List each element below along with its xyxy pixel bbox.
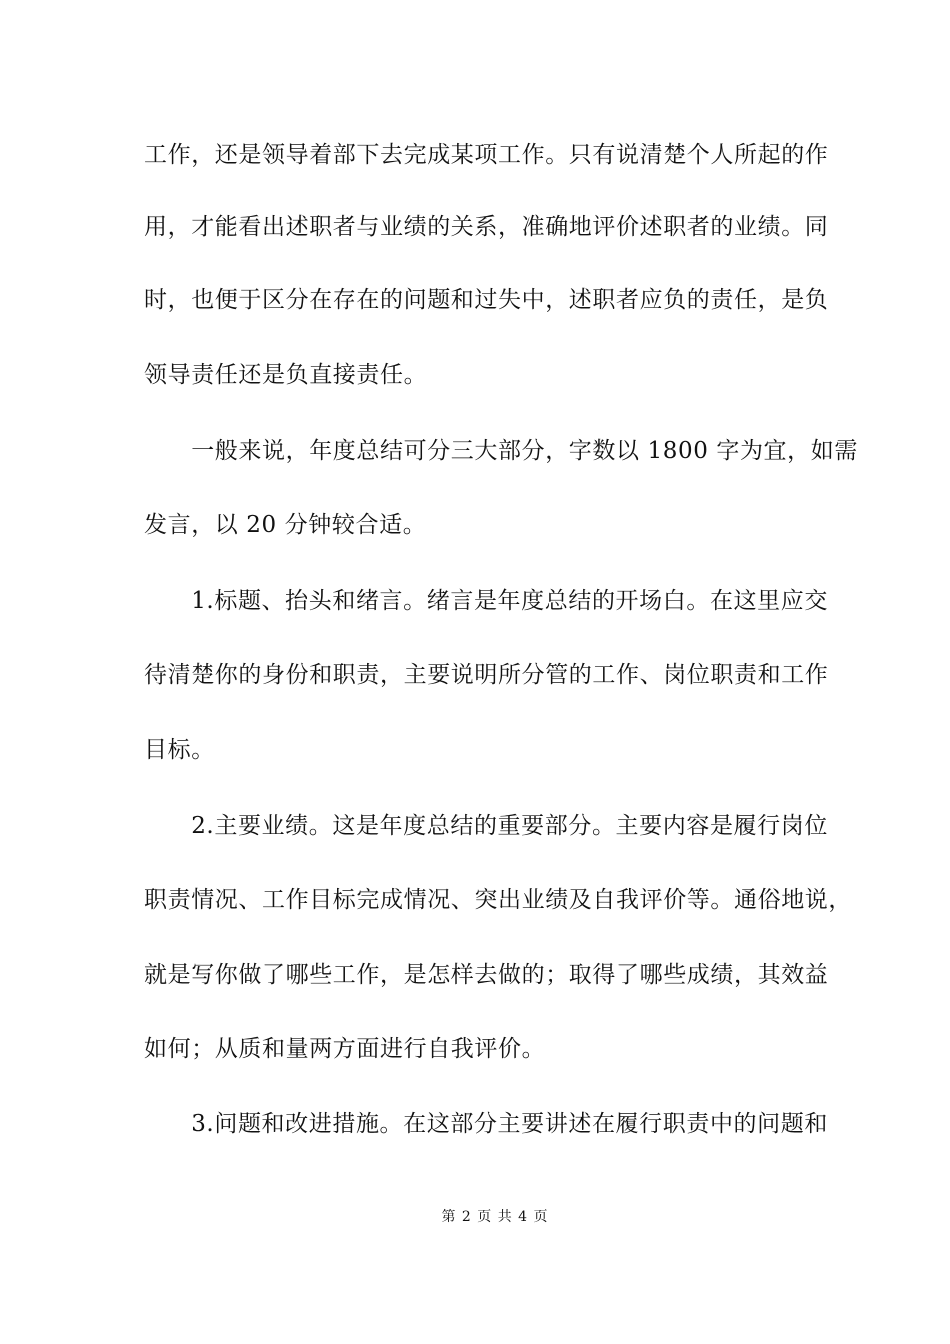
text-line-4: 领导责任还是负直接责任。 (144, 362, 428, 388)
text-line-12: 就是写你做了哪些工作，是怎样去做的；取得了哪些成绩，其效益 (144, 962, 829, 988)
text-line-14: 3.问题和改进措施。在这部分主要讲述在履行职责中的问题和 (144, 1111, 828, 1137)
text-line-13: 如何；从质和量两方面进行自我评价。 (144, 1036, 546, 1062)
text-line-8: 待清楚你的身份和职责，主要说明所分管的工作、岗位职责和工作 (144, 662, 829, 688)
page-number-footer: 第 2 页 共 4 页 (441, 1209, 549, 1225)
text-line-2: 用，才能看出述职者与业绩的关系，准确地评价述职者的业绩。同 (144, 214, 829, 240)
text-line-10: 2.主要业绩。这是年度总结的重要部分。主要内容是履行岗位 (144, 813, 828, 839)
text-line-9: 目标。 (144, 737, 215, 763)
text-line-11: 职责情况、工作目标完成情况、突出业绩及自我评价等。通俗地说， (144, 887, 852, 913)
text-line-6: 发言，以 20 分钟较合适。 (144, 512, 427, 538)
text-line-3: 时，也便于区分在存在的问题和过失中，述职者应负的责任，是负 (144, 287, 829, 313)
text-line-1: 工作，还是领导着部下去完成某项工作。只有说清楚个人所起的作 (144, 142, 829, 168)
text-line-7: 1.标题、抬头和绪言。绪言是年度总结的开场白。在这里应交 (144, 588, 828, 614)
text-line-5: 一般来说，年度总结可分三大部分，字数以 1800 字为宜，如需 (144, 438, 858, 464)
